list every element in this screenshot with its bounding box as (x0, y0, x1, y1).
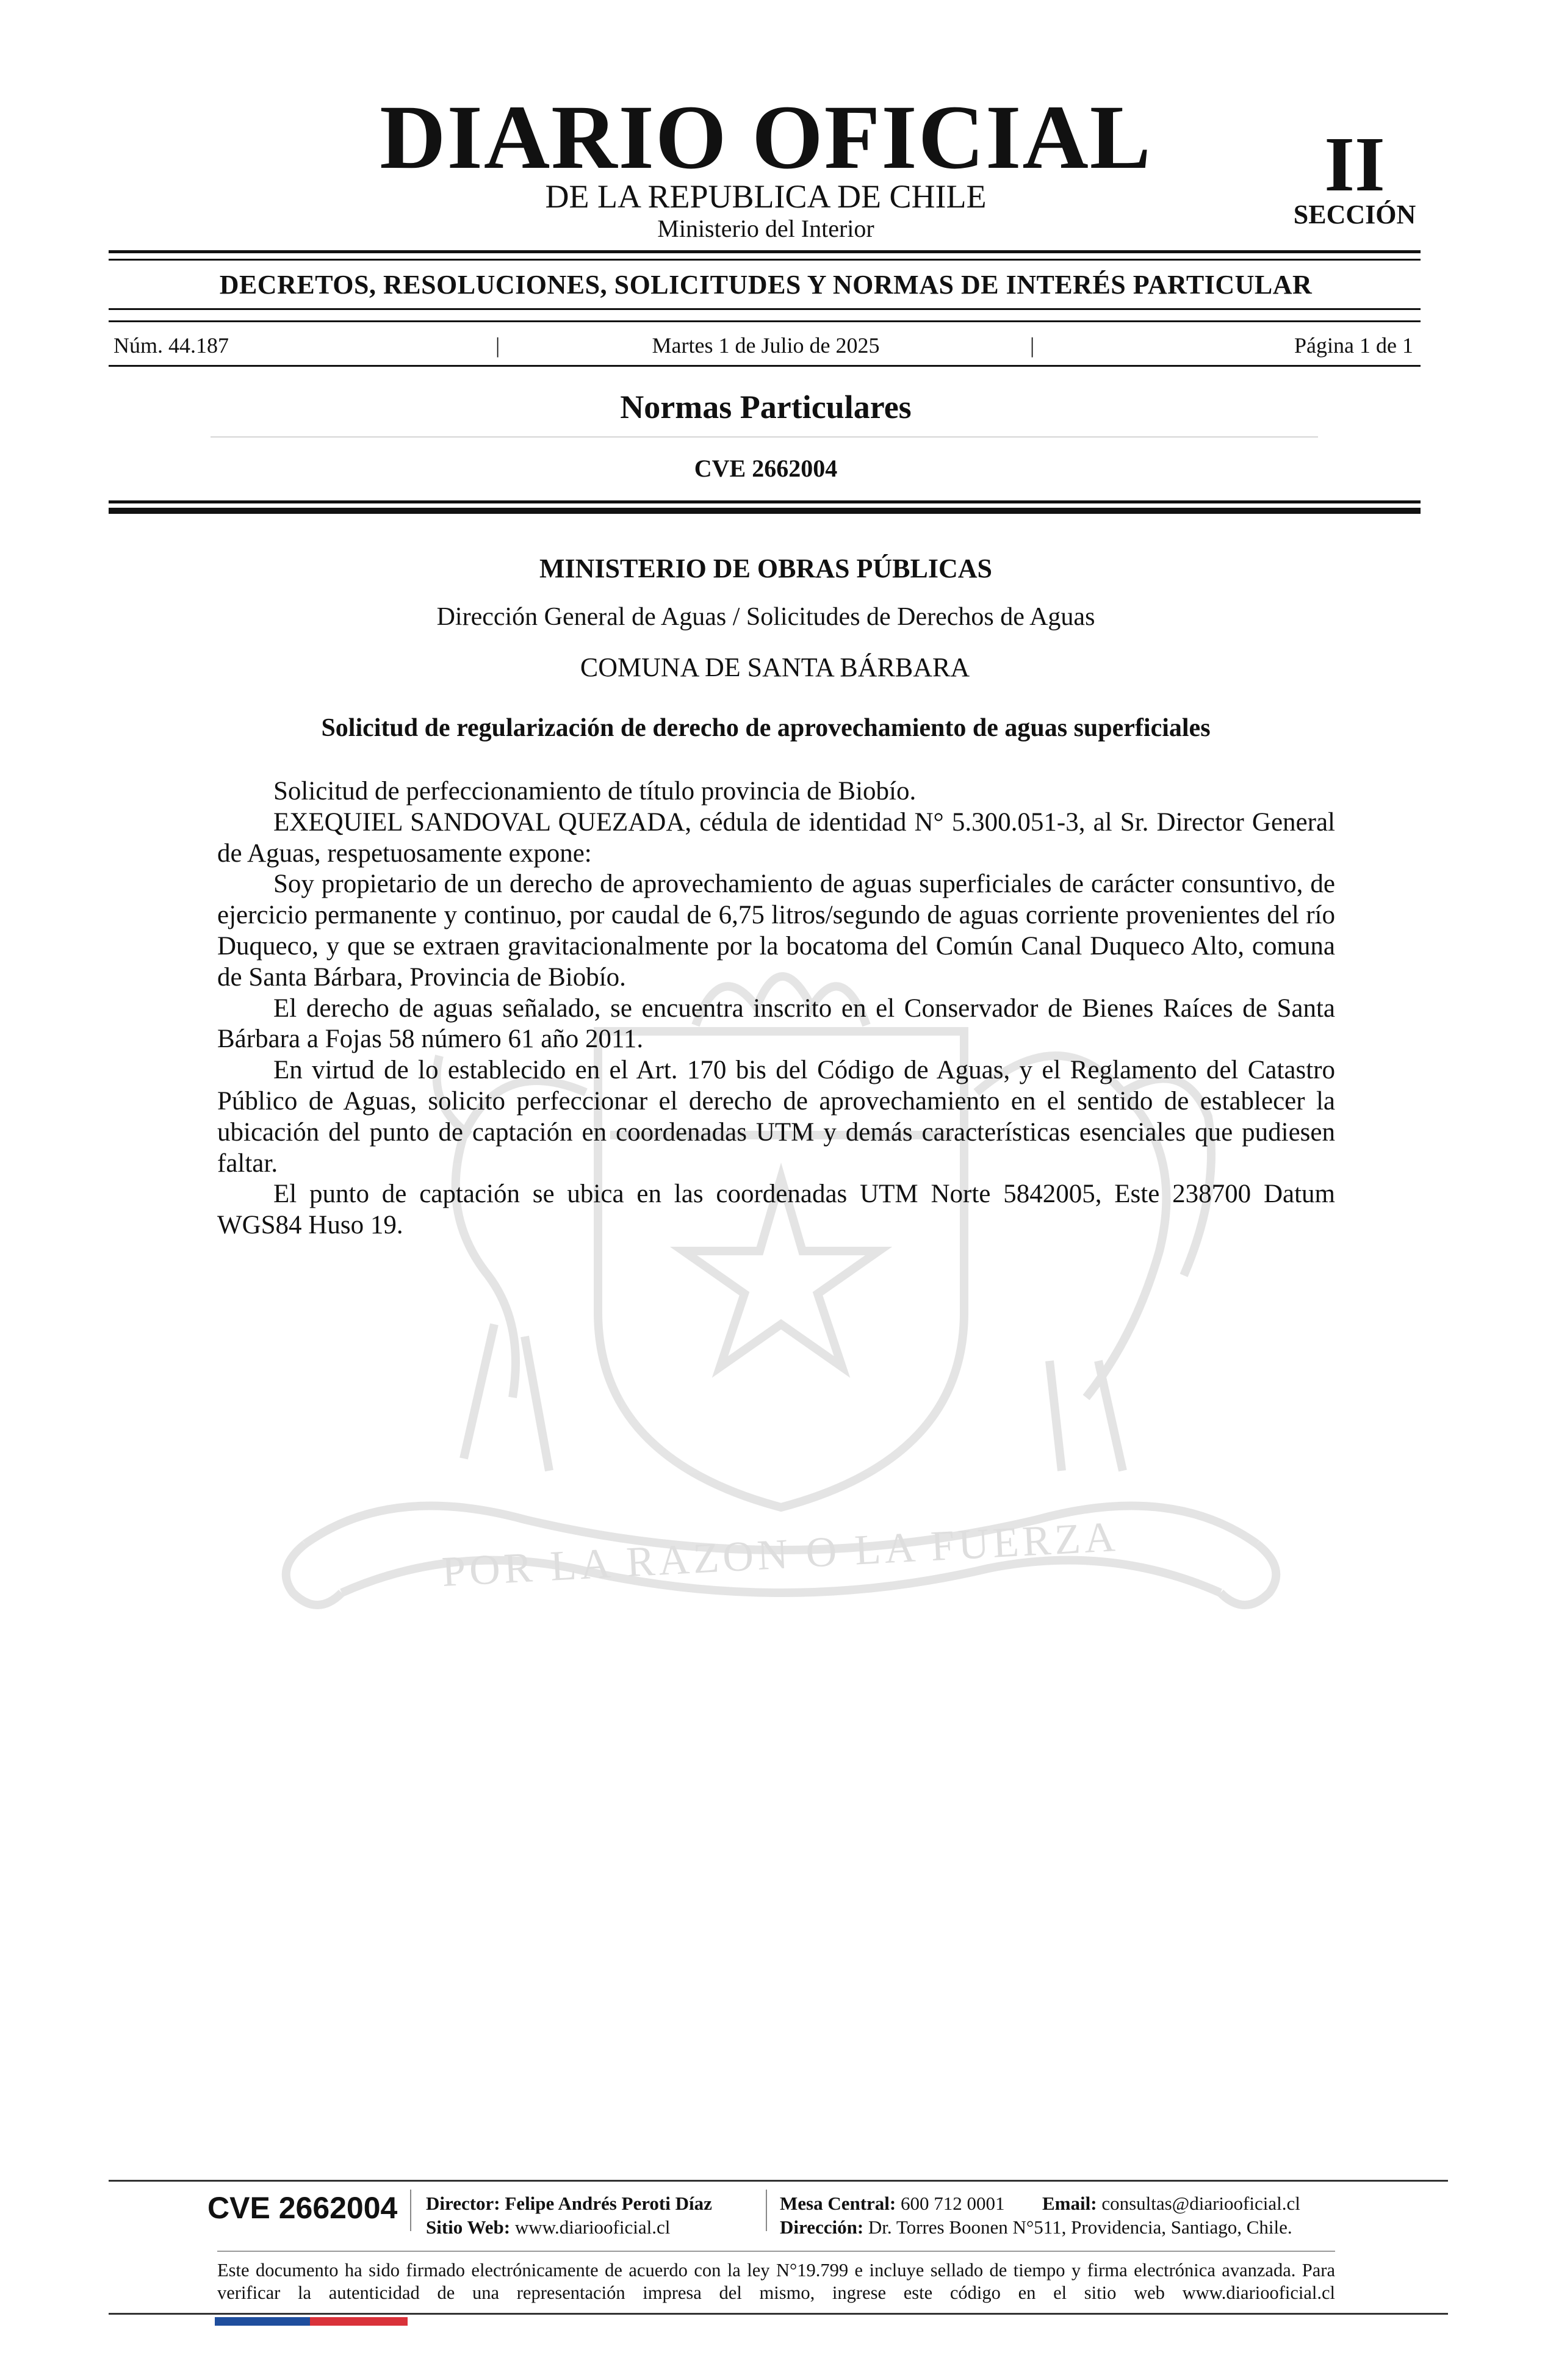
norm-type-heading: Normas Particulares (620, 389, 912, 425)
document-title: Solicitud de regularización de derecho de aprovechamiento de aguas superficiales (321, 714, 1211, 742)
email-link[interactable]: consultas@diariooficial.cl (1101, 2193, 1300, 2214)
issuing-ministry: MINISTERIO DE OBRAS PÚBLICAS (539, 554, 993, 583)
header-rule (109, 259, 1421, 261)
masthead-ministry: Ministerio del Interior (657, 215, 874, 242)
edition-number: Núm. 44.187 (113, 333, 229, 358)
cve-code: CVE 2662004 (694, 455, 838, 482)
category-banner: DECRETOS, RESOLUCIONES, SOLICITUDES Y NORMAS DE INTERÉS PARTICULAR (219, 270, 1313, 300)
director-name: Felipe Andrés Peroti Díaz (505, 2193, 712, 2214)
address-label: Dirección: (780, 2216, 864, 2238)
director-label: Director: (426, 2193, 500, 2214)
issuing-direction: Dirección General de Aguas / Solicitudes de Derechos de Aguas (436, 603, 1095, 631)
footer-divider (217, 2251, 1335, 2252)
body-paragraph: Solicitud de perfeccionamiento de título provincia de Biobío. (273, 777, 917, 806)
body-paragraph: Soy propietario de un derecho de aprovechamiento de aguas superficiales de carácter consuntivo, de ejercicio permanente y continuo, por caudal de 6,75 litros/segundo de aguas corriente provenientes del río Duqueco, y que se extraen gravitacionalmente por la bocatoma del Común Canal Duqueco Alto, comuna de Santa Bárbara, Provincia de Biobío. (217, 870, 1335, 992)
body-paragraph: En virtud de lo establecido en el Art. 170 bis del Código de Aguas, y el Reglamento del Catastro Público de Aguas, solicito perfeccionar el derecho de aprovechamiento en el sentido de establecer la ubicación del punto de captación en coordenadas UTM y demás características esenciales que pudiesen faltar. (217, 1056, 1335, 1178)
address-value: Dr. Torres Boonen N°511, Providencia, Santiago, Chile. (868, 2216, 1292, 2238)
flag-stripe-blue (215, 2317, 310, 2326)
edition-separator: | (1030, 333, 1035, 358)
header-rule (109, 308, 1421, 310)
footer-divider (410, 2190, 411, 2231)
footer-legal-notice: Este documento ha sido firmado electrónicamente de acuerdo con la ley N°19.799 e incluye sellado de tiempo y firma electrónica avanzada. Para verificar la autenticidad de una representación impresa del mismo, ingrese este código en el sitio web www.diariooficial.cl (217, 2260, 1335, 2303)
footer-divider (766, 2190, 767, 2231)
flag-stripe-red (310, 2317, 408, 2326)
document-body (217, 776, 1335, 1241)
website-label: Sitio Web: (426, 2216, 511, 2238)
footer-director (426, 2194, 712, 2213)
footer-address (780, 2218, 1292, 2237)
heading-divider (211, 436, 1318, 438)
motto-text: POR LA RAZON O LA FUERZA (441, 1513, 1120, 1596)
footer-rule (109, 2180, 1448, 2182)
edition-separator: | (495, 333, 500, 358)
footer-cve-code: CVE 2662004 (207, 2191, 398, 2225)
footer-email (1042, 2194, 1300, 2213)
phone-label: Mesa Central: (780, 2193, 896, 2214)
masthead-subtitle: DE LA REPUBLICA DE CHILE (545, 178, 987, 215)
header-rule (109, 500, 1421, 503)
footer-rule (109, 2313, 1448, 2315)
body-paragraph: EXEQUIEL SANDOVAL QUEZADA, cédula de identidad N° 5.300.051-3, al Sr. Director General de Aguas, respetuosamente expone: (217, 807, 1335, 868)
phone-number: 600 712 0001 (901, 2193, 1005, 2214)
comuna-name: COMUNA DE SANTA BÁRBARA (580, 652, 970, 682)
edition-rule (109, 365, 1421, 367)
section-label: SECCIÓN (1293, 200, 1416, 229)
footer-phone (780, 2194, 1005, 2213)
edition-date: Martes 1 de Julio de 2025 (652, 333, 880, 358)
header-rule (109, 320, 1421, 322)
edition-page: Página 1 de 1 (1294, 333, 1413, 358)
header-rule (109, 508, 1421, 514)
body-paragraph: El derecho de aguas señalado, se encuentra inscrito en el Conservador de Bienes Raíces de Santa Bárbara a Fojas 58 número 61 año 2011. (217, 993, 1335, 1054)
body-paragraph: El punto de captación se ubica en las coordenadas UTM Norte 5842005, Este 238700 Datum WGS84 Huso 19. (217, 1180, 1335, 1240)
website-link[interactable]: www.diariooficial.cl (514, 2216, 671, 2238)
section-number: II (1324, 121, 1385, 207)
header-rule (109, 250, 1421, 253)
masthead-title: DIARIO OFICIAL (380, 87, 1152, 188)
footer-website (426, 2218, 670, 2237)
email-label: Email: (1042, 2193, 1097, 2214)
